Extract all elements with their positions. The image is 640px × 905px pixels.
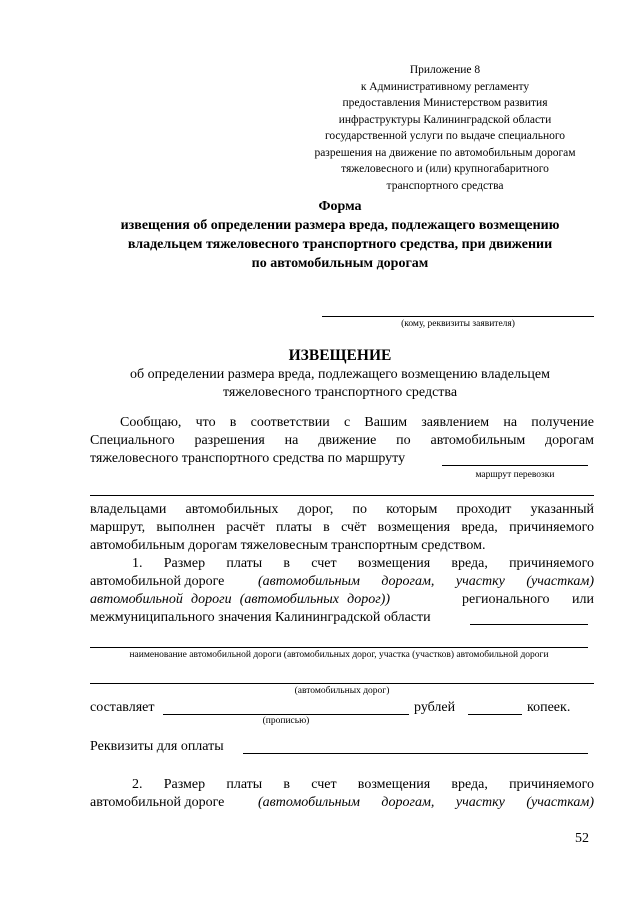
item-1-italic-text: (автомобильным дорогам, участку (участкам) [258,574,594,589]
item-1-line [90,591,594,609]
amount-label: составляет [90,700,155,715]
form-title-line: владельцем тяжеловесного транспортного средства, при движении [127,237,553,252]
form-title-line: по автомобильным дорогам [251,256,429,271]
road-name-caption: наименование автомобильной дороги (автомобильных дорог, участка (участков) автомобильной дороги [129,650,549,660]
appendix-line: к Административному регламенту [360,80,530,93]
rubles-label: рублей [414,700,456,715]
appendix-line: транспортного средства [386,179,504,192]
roads-field-line[interactable] [90,683,594,684]
words-caption: (прописью) [262,716,310,726]
body-line: маршрут, выполнен расчёт платы в счёт возмещения вреда, причиняемого [90,520,594,535]
item-1-text: автомобильной дороге [90,574,225,589]
item-1-line: межмуниципального значения Калининградской области [90,610,431,625]
requisites-field-line[interactable] [243,753,588,754]
route-continuation-line[interactable] [90,495,594,496]
roads-caption: (автомобильных дорог) [294,686,390,696]
item-1-italic-text: автомобильной дороги (автомобильных дорог)) [90,592,390,607]
appendix-line: государственной услуги по выдаче специального [324,130,566,142]
form-title [90,197,590,273]
body-line: тяжеловесного транспортного средства по маршруту [90,451,406,466]
item-1-line [90,573,594,591]
requisites-label: Реквизиты для оплаты [90,739,224,754]
body-line: Сообщаю, что в соответствии с Вашим заявлением на получение [120,415,594,430]
item-1-text: регионального или [462,592,594,607]
region-field-line[interactable] [470,624,588,625]
appendix-line: Приложение 8 [409,64,481,76]
notice-subtitle-line: об определении размера вреда, подлежащего возмещению владельцем [130,367,550,382]
recipient-field-line[interactable] [322,316,594,317]
appendix-header [300,62,590,194]
item-2-line: 2. Размер платы в счет возмещения вреда, причиняемого [132,777,594,792]
item-2-text: автомобильной дороге [90,795,225,810]
amount-rubles-field-line[interactable] [163,714,409,715]
rubles-label-row [414,699,474,717]
item-2-line [90,794,594,812]
appendix-line: инфраструктуры Калининградской области [338,113,552,126]
kopecks-label: копеек. [527,700,571,715]
item-1-line: 1. Размер платы в счет возмещения вреда, причиняемого [132,556,594,571]
route-caption: маршрут перевозки [475,470,555,480]
route-field-line[interactable] [442,465,588,466]
notice-subtitle-line: тяжеловесного транспортного средства [222,385,458,400]
recipient-caption: (кому, реквизиты заявителя) [401,319,515,329]
form-title-line: Форма [318,199,362,214]
kopecks-label-row [527,699,587,717]
notice-heading: ИЗВЕЩЕНИЕ [288,347,392,364]
body-line: автомобильным дорогам тяжеловесным транспортным средством. [90,538,486,553]
road-name-field-line[interactable] [90,647,588,648]
body-line: Специального разрешения на движение по автомобильным дорогам [90,433,594,448]
form-title-line: извещения об определении размера вреда, подлежащего возмещению [120,218,560,233]
appendix-line: предоставления Министерством развития [342,97,548,109]
appendix-line: тяжеловесного и (или) крупногабаритного [341,163,549,175]
amount-kopecks-field-line[interactable] [468,714,522,715]
page-number: 52 [575,831,589,846]
item-2-italic-text: (автомобильным дорогам, участку (участкам) [258,795,594,810]
appendix-line: разрешения на движение по автомобильным дорогам [314,146,576,159]
body-line: владельцами автомобильных дорог, по которым проходит указанный [90,502,594,517]
notice-subtitle [90,366,590,402]
